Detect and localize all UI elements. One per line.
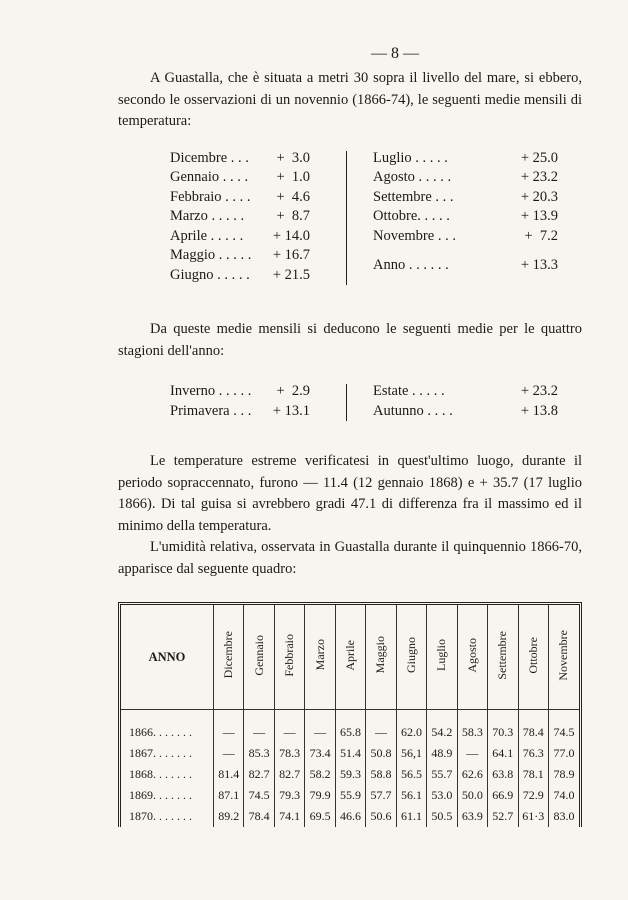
value-cell: 61.1 (396, 806, 426, 827)
column-header: ANNO (121, 605, 214, 710)
list-item (373, 168, 558, 188)
value-cell: 46.6 (335, 806, 365, 827)
value-cell: 66.9 (488, 785, 518, 806)
list-item (373, 382, 558, 402)
header-label: Marzo (312, 639, 327, 671)
value-cell: 50.0 (457, 785, 487, 806)
value-cell: 82.7 (244, 764, 274, 785)
value-cell: 89.2 (214, 806, 244, 827)
year-cell: 1869. . . . . . . (129, 788, 192, 802)
item-label: Inverno . . . . . (170, 383, 252, 399)
item-value: + 20.3 (520, 188, 558, 205)
monthly-left-list (170, 149, 310, 286)
value-cell: 58.2 (305, 764, 335, 785)
value-cell: 76.3 (518, 743, 548, 764)
value-cell: — (244, 722, 274, 743)
item-value: + 7.2 (524, 227, 558, 244)
paragraph-text: Le temperature estreme verificatesi in quest'ultimo luogo, durante il periodo sopraccennato, furono — 11.4 (12 gennaio 1868) e + 35.7 (17 luglio 1866). Di tal guisa si avrebbero gradi 47.1 di differenza fra il massimo ed il minimo della temperatura. (118, 453, 582, 534)
list-item (170, 246, 310, 266)
item-value: + 8.7 (276, 208, 310, 224)
header-label: Aprile (343, 639, 358, 671)
value-cell: 62.6 (457, 764, 487, 785)
value-cell: 50.6 (366, 806, 396, 827)
column-header (518, 605, 548, 710)
paragraph-text: Da queste medie mensili si deducono le seguenti medie per le quattro stagioni dell'anno: (118, 321, 582, 359)
list-item (170, 266, 310, 286)
table-row (121, 806, 579, 827)
value-cell: 61·3 (518, 806, 548, 827)
seasons-right-list (373, 382, 558, 421)
item-value: + 23.2 (520, 383, 558, 399)
paragraph-text: L'umidità relativa, osservata in Guastalla durante il quinquennio 1866-70, apparisce dal seguente quadro: (118, 539, 582, 577)
value-cell: 53.0 (427, 785, 457, 806)
header-label: Ottobre (525, 636, 540, 674)
value-cell: 55.9 (335, 785, 365, 806)
column-header (335, 605, 365, 710)
value-cell: 73.4 (305, 743, 335, 764)
table-row (121, 785, 579, 806)
value-cell: 74.5 (244, 785, 274, 806)
value-cell: 74.0 (548, 785, 579, 806)
monthly-temperatures (170, 149, 582, 286)
value-cell: 83.0 (548, 806, 579, 827)
humidity-table-frame (118, 602, 582, 827)
paragraph-seasons-intro (118, 319, 582, 362)
value-cell: 56,1 (396, 743, 426, 764)
value-cell: 63.8 (488, 764, 518, 785)
value-cell: 48.9 (427, 743, 457, 764)
value-cell: 56.1 (396, 785, 426, 806)
value-cell: 54.2 (427, 722, 457, 743)
value-cell: 78.4 (244, 806, 274, 827)
page-content (118, 44, 582, 827)
value-cell: 82.7 (274, 764, 304, 785)
column-header (396, 605, 426, 710)
value-cell: 58.8 (366, 764, 396, 785)
list-item (373, 402, 558, 422)
header-label: Luglio (434, 639, 449, 671)
value-cell: 52.7 (488, 806, 518, 827)
value-cell: 64.1 (488, 743, 518, 764)
item-value: + 13.9 (520, 208, 558, 224)
value-cell: 51.4 (335, 743, 365, 764)
item-label: Primavera . . . (170, 402, 252, 419)
item-value: + 13.8 (520, 402, 558, 419)
column-header (274, 605, 304, 710)
paragraph-text: A Guastalla, che è situata a metri 30 sopra il livello del mare, si ebbero, secondo le osservazioni di un novennio (1866-74), le seguenti medie mensili di temperatura: (118, 70, 582, 129)
item-label: Marzo . . . . . (170, 208, 245, 224)
header-label: Novembre (556, 629, 571, 681)
value-cell: — (274, 722, 304, 743)
value-cell: 78.3 (274, 743, 304, 764)
item-label: Febbraio . . . . (170, 188, 251, 205)
value-cell: 78.1 (518, 764, 548, 785)
value-cell: 81.4 (214, 764, 244, 785)
column-header (457, 605, 487, 710)
item-value: + 21.5 (272, 266, 310, 283)
item-label: Autunno . . . . (373, 402, 453, 419)
value-cell: 78.4 (518, 722, 548, 743)
list-item (170, 188, 310, 208)
column-header (548, 605, 579, 710)
table-row (121, 743, 579, 764)
value-cell: 56.5 (396, 764, 426, 785)
value-cell: 74.5 (548, 722, 579, 743)
value-cell: 85.3 (244, 743, 274, 764)
item-value: + 23.2 (520, 169, 558, 185)
value-cell: 50.5 (427, 806, 457, 827)
paragraph-extremes (118, 451, 582, 580)
column-header (244, 605, 274, 710)
item-label: Giugno . . . . . (170, 266, 250, 283)
year-cell: 1870. . . . . . . (129, 809, 192, 823)
value-cell: 65.8 (335, 722, 365, 743)
list-item (170, 402, 310, 422)
item-label: Ottobre. . . . . (373, 208, 450, 224)
value-cell: — (305, 722, 335, 743)
value-cell: 63.9 (457, 806, 487, 827)
annual-row (373, 256, 558, 276)
list-item (373, 227, 558, 247)
humidity-table (121, 605, 579, 827)
value-cell: 79.9 (305, 785, 335, 806)
list-item (170, 382, 310, 402)
header-label: Agosto (464, 637, 479, 673)
item-value: + 16.7 (272, 247, 310, 263)
value-cell: 70.3 (488, 722, 518, 743)
column-header (488, 605, 518, 710)
spacer-row (121, 710, 579, 723)
item-label: Estate . . . . . (373, 383, 445, 399)
item-label: Dicembre . . . (170, 149, 249, 166)
annual-value: + 13.3 (520, 257, 558, 273)
value-cell: — (366, 722, 396, 743)
column-header (214, 605, 244, 710)
header-label: Giugno (403, 637, 418, 673)
item-label: Gennaio . . . . (170, 169, 249, 185)
value-cell: 72.9 (518, 785, 548, 806)
seasons-left-list (170, 382, 310, 421)
paragraph-intro (118, 68, 582, 133)
value-cell: 55.7 (427, 764, 457, 785)
item-label: Novembre . . . (373, 227, 456, 244)
value-cell: 62.0 (396, 722, 426, 743)
value-cell: 78.9 (548, 764, 579, 785)
column-divider (346, 151, 347, 286)
value-cell: — (457, 743, 487, 764)
item-label: Settembre . . . (373, 188, 454, 205)
item-value: + 25.0 (520, 149, 558, 166)
column-header (366, 605, 396, 710)
item-value: + 3.0 (276, 149, 310, 166)
table-row (121, 764, 579, 785)
value-cell: 57.7 (366, 785, 396, 806)
item-value: + 13.1 (272, 402, 310, 419)
item-value: + 2.9 (276, 383, 310, 399)
year-cell: 1867. . . . . . . (129, 746, 192, 760)
table-row (121, 722, 579, 743)
value-cell: 50.8 (366, 743, 396, 764)
value-cell: 74.1 (274, 806, 304, 827)
item-label: Maggio . . . . . (170, 247, 252, 263)
item-label: Aprile . . . . . (170, 227, 244, 244)
item-label: Luglio . . . . . (373, 149, 448, 166)
header-label: Settembre (495, 630, 510, 680)
monthly-right-list (373, 149, 558, 276)
header-label: Dicembre (221, 631, 236, 679)
item-value: + 1.0 (276, 169, 310, 185)
item-label: Agosto . . . . . (373, 169, 452, 185)
column-divider (346, 384, 347, 421)
page-number: — 8 — (371, 45, 419, 62)
list-item (373, 149, 558, 169)
list-item (170, 227, 310, 247)
seasonal-temperatures (170, 382, 582, 421)
value-cell: 58.3 (457, 722, 487, 743)
item-value: + 4.6 (276, 188, 310, 205)
header-label: Febbraio (282, 633, 297, 677)
value-cell: 87.1 (214, 785, 244, 806)
value-cell: 77.0 (548, 743, 579, 764)
list-item (170, 168, 310, 188)
list-item (170, 149, 310, 169)
value-cell: — (214, 722, 244, 743)
value-cell: 69.5 (305, 806, 335, 827)
header-label: Gennaio (251, 634, 266, 676)
column-header (427, 605, 457, 710)
list-item (373, 188, 558, 208)
value-cell: 79.3 (274, 785, 304, 806)
annual-label: Anno . . . . . . (373, 257, 449, 273)
list-item (170, 207, 310, 227)
year-cell: 1868. . . . . . . (129, 767, 192, 781)
item-value: + 14.0 (272, 227, 310, 244)
column-header (305, 605, 335, 710)
list-item (373, 207, 558, 227)
year-cell: 1866. . . . . . . (129, 725, 192, 739)
header-label: Maggio (373, 636, 388, 674)
value-cell: — (214, 743, 244, 764)
value-cell: 59.3 (335, 764, 365, 785)
